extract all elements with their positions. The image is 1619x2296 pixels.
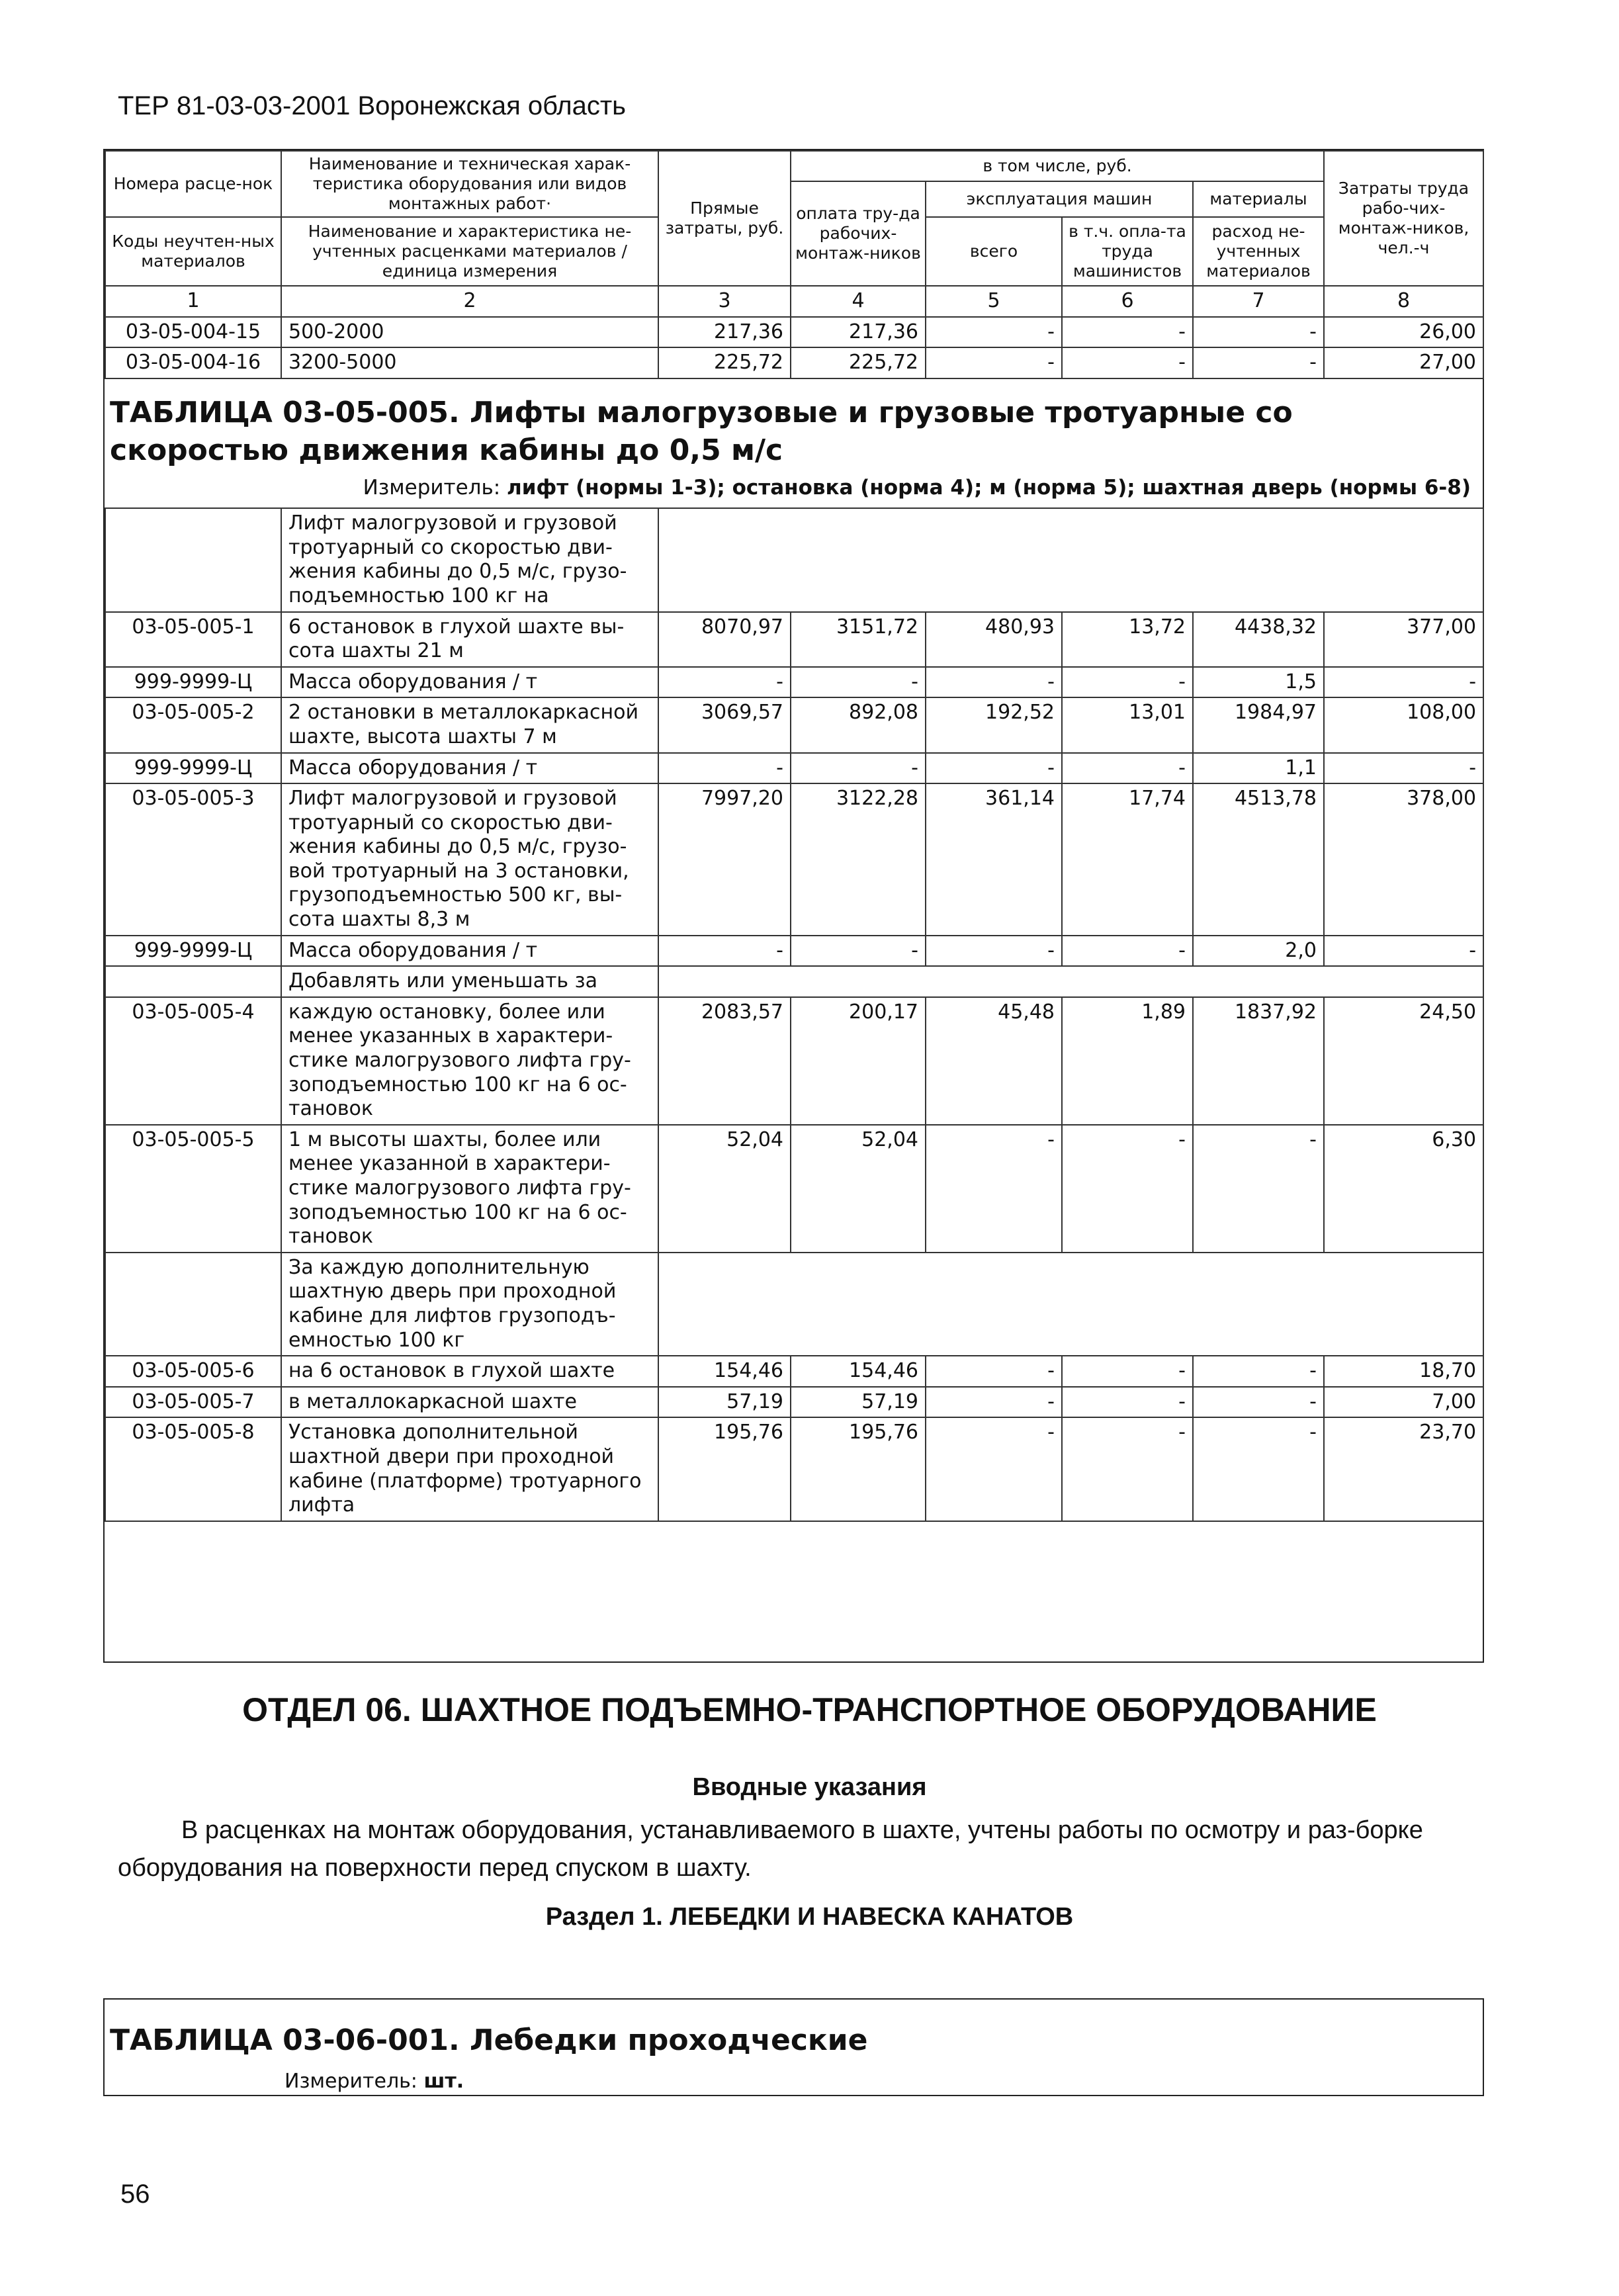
labor-pay: -: [791, 667, 926, 698]
direct-costs: 8070,97: [658, 612, 791, 667]
table-row: [105, 753, 1483, 784]
machine-labor: -: [1062, 667, 1193, 698]
group-heading: Лифт малогрузовой и грузовой тротуарный со скоростью дви-жения кабины до 0,5 м/с, грузо-подъемностью 100 кг на: [281, 508, 658, 611]
labor-hours: -: [1324, 753, 1483, 784]
labor-hours: 23,70: [1324, 1417, 1483, 1521]
page-header: ТЕР 81-03-03-2001 Воронежская область: [118, 91, 627, 120]
materials: -: [1193, 1125, 1324, 1253]
header-machine-total: всего: [926, 217, 1062, 286]
table-row: [105, 697, 1483, 752]
materials: -: [1193, 317, 1324, 348]
labor-pay: 225,72: [791, 347, 926, 378]
machine-total: -: [926, 1356, 1062, 1387]
unit-label: Измеритель:: [363, 476, 501, 500]
table-2-unit-line: [284, 2070, 464, 2093]
material-name: Масса оборудования / т: [281, 667, 658, 698]
labor-pay: 154,46: [791, 1356, 926, 1387]
table-row: [105, 1417, 1483, 1521]
machine-labor: -: [1062, 1125, 1193, 1253]
direct-costs: 195,76: [658, 1417, 791, 1521]
group-heading-row: [105, 966, 1483, 997]
table-2-unit-label: Измеритель:: [284, 2070, 417, 2093]
labor-pay: 52,04: [791, 1125, 926, 1253]
labor-hours: -: [1324, 936, 1483, 967]
labor-hours: 7,00: [1324, 1387, 1483, 1418]
machine-labor: -: [1062, 753, 1193, 784]
machine-total: -: [926, 1125, 1062, 1253]
rate-code: 03-05-005-7: [105, 1387, 281, 1418]
materials: 1,1: [1193, 753, 1324, 784]
labor-pay: 57,19: [791, 1387, 926, 1418]
rate-code: 03-05-005-8: [105, 1417, 281, 1521]
direct-costs: 7997,20: [658, 783, 791, 936]
machine-labor: -: [1062, 1356, 1193, 1387]
column-number: 4: [791, 286, 926, 317]
direct-costs: -: [658, 753, 791, 784]
rate-name: 6 остановок в глухой шахте вы-сота шахты 21 м: [281, 612, 658, 667]
group-heading: Добавлять или уменьшать за: [281, 966, 658, 997]
rate-code: 03-05-005-4: [105, 997, 281, 1125]
rate-code: 03-05-005-5: [105, 1125, 281, 1253]
labor-pay: 217,36: [791, 317, 926, 348]
materials: 4513,78: [1193, 783, 1324, 936]
direct-costs: 52,04: [658, 1125, 791, 1253]
column-number: 7: [1193, 286, 1324, 317]
rate-code: 03-05-005-2: [105, 697, 281, 752]
machine-labor: -: [1062, 936, 1193, 967]
direct-costs: 3069,57: [658, 697, 791, 752]
page-number: 56: [120, 2180, 150, 2209]
table-row: [105, 1356, 1483, 1387]
main-rates: [105, 508, 1484, 1522]
machine-labor: -: [1062, 1387, 1193, 1418]
table-row: [105, 347, 1483, 378]
direct-costs: 154,46: [658, 1356, 791, 1387]
direct-costs: 57,19: [658, 1387, 791, 1418]
labor-hours: 26,00: [1324, 317, 1483, 348]
labor-pay: 3122,28: [791, 783, 926, 936]
table-row: [105, 317, 1483, 348]
division-title: ОТДЕЛ 06. ШАХТНОЕ ПОДЪЕМНО-ТРАНСПОРТНОЕ ОБОРУДОВАНИЕ: [242, 1691, 1377, 1728]
table-header: [105, 150, 1484, 287]
group-heading-row: [105, 1253, 1483, 1356]
table-row: [105, 667, 1483, 698]
group-heading-row: [105, 508, 1483, 611]
group-heading: За каждую дополнительную шахтную дверь при проходной кабине для лифтов грузоподъ-емностью 100 кг: [281, 1253, 658, 1356]
subsection-title: Раздел 1. ЛЕБЕДКИ И НАВЕСКА КАНАТОВ: [545, 1903, 1074, 1931]
rate-name: в металлокаркасной шахте: [281, 1387, 658, 1418]
materials: 1837,92: [1193, 997, 1324, 1125]
header-labor-pay: оплата тру-да рабочих-монтаж-ников: [791, 181, 926, 286]
column-number: 2: [281, 286, 658, 317]
column-number-row: [105, 286, 1483, 317]
rate-name: Лифт малогрузовой и грузовой тротуарный со скоростью дви-жения кабины до 0,5 м/с, грузо-вой тротуарный на 3 остановки, грузоподъемностью 500 кг, вы-сота шахты 8,3 м: [281, 783, 658, 936]
labor-hours: 6,30: [1324, 1125, 1483, 1253]
machine-labor: -: [1062, 317, 1193, 348]
table-row: [105, 783, 1483, 936]
direct-costs: 225,72: [658, 347, 791, 378]
labor-pay: 195,76: [791, 1417, 926, 1521]
labor-pay: 200,17: [791, 997, 926, 1125]
machine-total: 192,52: [926, 697, 1062, 752]
rates-table-frame: [103, 149, 1484, 1663]
machine-labor: 17,74: [1062, 783, 1193, 936]
rate-name: 1 м высоты шахты, более или менее указанной в характери-стике малогрузового лифта гру-зоподъемностью 100 кг на 6 ос-тановок: [281, 1125, 658, 1253]
labor-pay: 3151,72: [791, 612, 926, 667]
direct-costs: -: [658, 936, 791, 967]
table-row: [105, 997, 1483, 1125]
intro-title: Вводные указания: [692, 1773, 927, 1801]
rate-code: 03-05-004-16: [105, 347, 281, 378]
labor-hours: 377,00: [1324, 612, 1483, 667]
unit-value: лифт (нормы 1-3); остановка (норма 4); м (норма 5); шахтная дверь (нормы 6-8): [507, 476, 1471, 500]
top-rates: [105, 285, 1484, 379]
column-number: 3: [658, 286, 791, 317]
materials: 4438,32: [1193, 612, 1324, 667]
direct-costs: 217,36: [658, 317, 791, 348]
intro-text: В расценках на монтаж оборудования, устанавливаемого в шахте, учтены работы по осмотру и раз-борке оборудования на поверхности перед спуском в шахту.: [118, 1816, 1423, 1882]
machine-total: -: [926, 936, 1062, 967]
machine-total: 361,14: [926, 783, 1062, 936]
material-code: 999-9999-Ц: [105, 753, 281, 784]
header-machine-labor: в т.ч. опла-та труда машинистов: [1062, 217, 1193, 286]
labor-hours: 18,70: [1324, 1356, 1483, 1387]
material-name: Масса оборудования / т: [281, 936, 658, 967]
machine-total: -: [926, 1387, 1062, 1418]
materials: 1984,97: [1193, 697, 1324, 752]
rate-code: 03-05-004-15: [105, 317, 281, 348]
header-labor-costs: Затраты труда рабо-чих-монтаж-ников, чел.-ч: [1324, 151, 1483, 286]
machine-labor: -: [1062, 347, 1193, 378]
labor-hours: 24,50: [1324, 997, 1483, 1125]
machine-total: -: [926, 753, 1062, 784]
material-code: 999-9999-Ц: [105, 667, 281, 698]
unit-line: [105, 469, 1483, 508]
rate-name: 500-2000: [281, 317, 658, 348]
machine-total: -: [926, 1417, 1062, 1521]
table-2-box: [103, 1998, 1484, 2096]
machine-labor: 13,72: [1062, 612, 1193, 667]
table-row: [105, 1125, 1483, 1253]
labor-hours: 378,00: [1324, 783, 1483, 936]
machine-labor: 1,89: [1062, 997, 1193, 1125]
material-name: Масса оборудования / т: [281, 753, 658, 784]
rate-name: каждую остановку, более или менее указанных в характери-стике малогрузового лифта гру-зоподъемностью 100 кг на 6 ос-тановок: [281, 997, 658, 1125]
table-row: [105, 1387, 1483, 1418]
labor-pay: -: [791, 753, 926, 784]
header-name-bottom: Наименование и характеристика не-учтенных расценками материалов / единица измерения: [281, 217, 658, 286]
machine-labor: 13,01: [1062, 697, 1193, 752]
labor-pay: 892,08: [791, 697, 926, 752]
labor-hours: 27,00: [1324, 347, 1483, 378]
material-code: 999-9999-Ц: [105, 936, 281, 967]
header-including: в том числе, руб.: [791, 151, 1324, 181]
table-row: [105, 612, 1483, 667]
table-row: [105, 936, 1483, 967]
header-material-codes: Коды неучтен-ных материалов: [105, 217, 281, 286]
rate-name: Установка дополнительной шахтной двери при проходной кабине (платформе) тротуарного лифта: [281, 1417, 658, 1521]
header-rate-numbers: Номера расце-нок: [105, 151, 281, 217]
materials: -: [1193, 347, 1324, 378]
labor-hours: 108,00: [1324, 697, 1483, 752]
table-title: ТАБЛИЦА 03-05-005. Лифты малогрузовые и грузовые тротуарные со скоростью движения кабины до 0,5 м/с: [110, 395, 1293, 467]
rate-code: 03-05-005-6: [105, 1356, 281, 1387]
rate-name: на 6 остановок в глухой шахте: [281, 1356, 658, 1387]
rate-name: 3200-5000: [281, 347, 658, 378]
machine-total: -: [926, 667, 1062, 698]
header-machine-operation: эксплуатация машин: [926, 181, 1193, 217]
direct-costs: 2083,57: [658, 997, 791, 1125]
materials: -: [1193, 1417, 1324, 1521]
direct-costs: -: [658, 667, 791, 698]
column-number: 8: [1324, 286, 1483, 317]
header-materials-unaccounted: расход не-учтенных материалов: [1193, 217, 1324, 286]
materials: -: [1193, 1387, 1324, 1418]
machine-total: -: [926, 347, 1062, 378]
column-number: 6: [1062, 286, 1193, 317]
header-direct-costs: Прямые затраты, руб.: [658, 151, 791, 286]
header-materials: материалы: [1193, 181, 1324, 217]
column-number: 1: [105, 286, 281, 317]
machine-labor: -: [1062, 1417, 1193, 1521]
labor-hours: -: [1324, 667, 1483, 698]
materials: 1,5: [1193, 667, 1324, 698]
machine-total: -: [926, 317, 1062, 348]
machine-total: 480,93: [926, 612, 1062, 667]
table-2-title: ТАБЛИЦА 03-06-001. Лебедки проходческие: [110, 2023, 868, 2057]
table-2-unit-value: шт.: [423, 2070, 464, 2093]
materials: 2,0: [1193, 936, 1324, 967]
header-name-top: Наименование и техническая харак-теристика оборудования или видов монтажных работ·: [281, 151, 658, 217]
rate-code: 03-05-005-1: [105, 612, 281, 667]
rate-name: 2 остановки в металлокаркасной шахте, высота шахты 7 м: [281, 697, 658, 752]
rate-code: 03-05-005-3: [105, 783, 281, 936]
machine-total: 45,48: [926, 997, 1062, 1125]
column-number: 5: [926, 286, 1062, 317]
materials: -: [1193, 1356, 1324, 1387]
labor-pay: -: [791, 936, 926, 967]
